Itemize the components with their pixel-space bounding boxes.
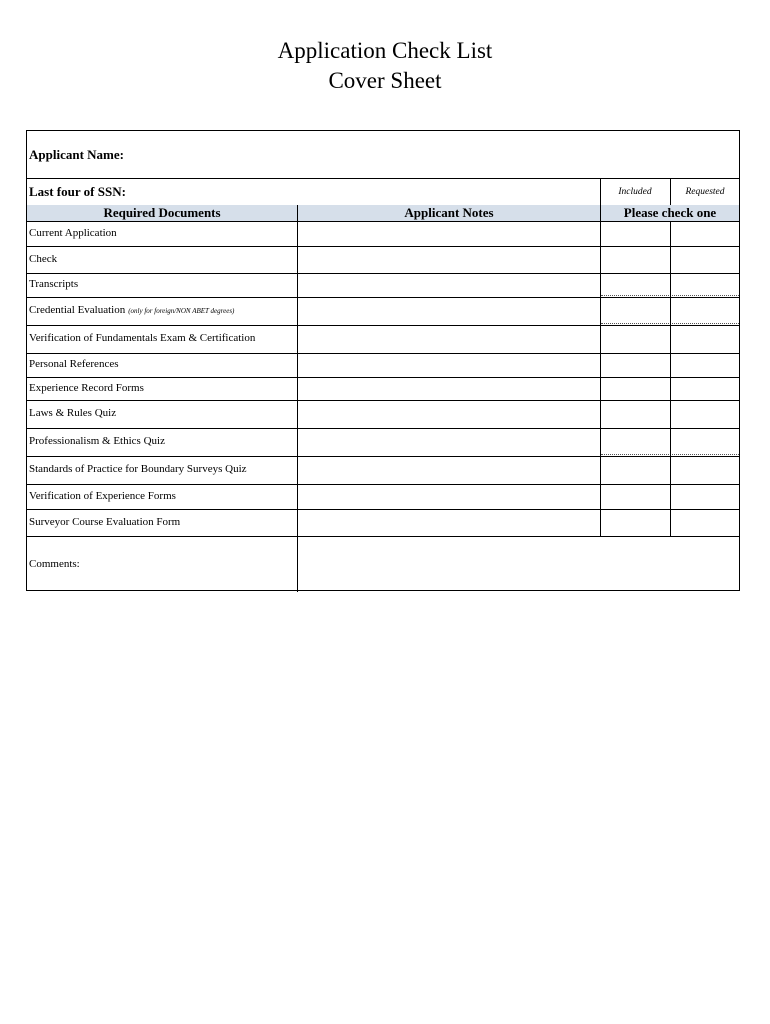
row-divider bbox=[27, 428, 739, 429]
included-checkbox[interactable] bbox=[601, 484, 670, 509]
applicant-notes-cell[interactable] bbox=[298, 400, 600, 428]
required-documents-header: Required Documents bbox=[27, 205, 297, 221]
requested-checkbox[interactable] bbox=[671, 221, 739, 246]
included-checkbox[interactable] bbox=[601, 400, 670, 428]
document-name: Professionalism & Ethics Quiz bbox=[29, 435, 165, 447]
requested-column-label: Requested bbox=[685, 187, 725, 197]
requested-checkbox[interactable] bbox=[671, 509, 739, 536]
included-checkbox[interactable] bbox=[601, 273, 670, 297]
document-label bbox=[29, 332, 258, 344]
applicant-notes-cell[interactable] bbox=[298, 509, 600, 536]
document-name: Personal References bbox=[29, 358, 119, 370]
included-checkbox[interactable] bbox=[601, 353, 670, 377]
column-divider bbox=[670, 221, 671, 536]
included-checkbox[interactable] bbox=[601, 246, 670, 273]
included-checkbox[interactable] bbox=[601, 428, 670, 456]
page-title bbox=[0, 36, 770, 96]
document-name: Laws & Rules Quiz bbox=[29, 407, 117, 419]
row-divider bbox=[27, 325, 739, 326]
table-row bbox=[27, 221, 739, 246]
requested-checkbox[interactable] bbox=[671, 325, 739, 353]
document-note: (only for foreign/NON ABET degrees) bbox=[128, 307, 235, 315]
document-label bbox=[29, 407, 119, 419]
table-row bbox=[27, 377, 739, 400]
table-row bbox=[27, 456, 739, 484]
included-checkbox[interactable] bbox=[601, 377, 670, 400]
applicant-notes-cell[interactable] bbox=[298, 428, 600, 456]
document-label bbox=[29, 382, 147, 394]
row-divider bbox=[27, 536, 739, 537]
document-name: Transcripts bbox=[29, 278, 79, 290]
document-name: Experience Record Forms bbox=[29, 381, 144, 394]
included-column-label: Included bbox=[618, 187, 652, 197]
requested-checkbox[interactable] bbox=[671, 428, 739, 456]
document-label bbox=[29, 304, 234, 316]
document-label bbox=[29, 435, 168, 447]
included-checkbox[interactable] bbox=[601, 221, 670, 246]
applicant-notes-cell[interactable] bbox=[298, 325, 600, 353]
applicant-name-label: Applicant Name: bbox=[29, 147, 124, 162]
column-divider bbox=[670, 178, 671, 205]
document-name: Standards of Practice for Boundary Surveys Quiz bbox=[29, 463, 247, 475]
table-row bbox=[27, 353, 739, 377]
table-row bbox=[27, 400, 739, 428]
document-label bbox=[29, 227, 120, 239]
applicant-notes-cell[interactable] bbox=[298, 377, 600, 400]
table-row bbox=[27, 246, 739, 273]
document-name: Verification of Fundamentals Exam & Certification bbox=[29, 332, 256, 344]
comments-label: Comments: bbox=[29, 558, 80, 570]
row-divider bbox=[27, 509, 739, 510]
applicant-notes-header: Applicant Notes bbox=[298, 205, 600, 221]
document-name: Verification of Experience Forms bbox=[29, 489, 176, 502]
applicant-notes-cell[interactable] bbox=[298, 456, 600, 484]
requested-checkbox[interactable] bbox=[671, 297, 739, 325]
document-label bbox=[29, 358, 122, 370]
applicant-notes-cell[interactable] bbox=[298, 484, 600, 509]
ssn-label: Last four of SSN: bbox=[29, 184, 126, 199]
applicant-notes-cell[interactable] bbox=[298, 297, 600, 325]
requested-checkbox[interactable] bbox=[671, 377, 739, 400]
row-divider bbox=[27, 273, 739, 274]
comments-field[interactable] bbox=[299, 537, 739, 591]
requested-checkbox[interactable] bbox=[671, 353, 739, 377]
included-checkbox[interactable] bbox=[601, 456, 670, 484]
checklist-form bbox=[26, 130, 740, 591]
document-label bbox=[29, 278, 81, 290]
row-divider bbox=[27, 456, 739, 457]
requested-checkbox[interactable] bbox=[671, 456, 739, 484]
document-label bbox=[29, 463, 250, 475]
title-line-1: Application Check List bbox=[277, 38, 493, 63]
row-divider bbox=[27, 246, 739, 247]
document-label bbox=[29, 516, 183, 528]
row-divider bbox=[27, 297, 739, 298]
table-row bbox=[27, 297, 739, 325]
table-row bbox=[27, 273, 739, 297]
applicant-notes-cell[interactable] bbox=[298, 221, 600, 246]
requested-checkbox[interactable] bbox=[671, 400, 739, 428]
document-label bbox=[29, 253, 60, 265]
requested-checkbox[interactable] bbox=[671, 246, 739, 273]
table-row bbox=[27, 509, 739, 536]
row-divider bbox=[27, 377, 739, 378]
document-name: Surveyor Course Evaluation Form bbox=[29, 515, 181, 528]
document-name: Credential Evaluation bbox=[29, 304, 126, 316]
applicant-notes-cell[interactable] bbox=[298, 273, 600, 297]
included-checkbox[interactable] bbox=[601, 325, 670, 353]
document-label bbox=[29, 490, 179, 502]
row-divider bbox=[27, 400, 739, 401]
ssn-field[interactable] bbox=[137, 180, 597, 202]
title-line-2: Cover Sheet bbox=[328, 68, 442, 93]
row-divider bbox=[27, 353, 739, 354]
document-name: Current Application bbox=[29, 226, 117, 239]
applicant-notes-cell[interactable] bbox=[298, 353, 600, 377]
applicant-name-field[interactable] bbox=[137, 141, 737, 169]
table-row bbox=[27, 325, 739, 353]
please-check-one-header: Please check one bbox=[601, 205, 739, 221]
column-divider bbox=[600, 178, 601, 536]
requested-checkbox[interactable] bbox=[671, 273, 739, 297]
included-checkbox[interactable] bbox=[601, 297, 670, 325]
row-divider bbox=[27, 484, 739, 485]
table-row bbox=[27, 484, 739, 509]
document-name: Check bbox=[29, 252, 58, 265]
requested-checkbox[interactable] bbox=[671, 484, 739, 509]
included-checkbox[interactable] bbox=[601, 509, 670, 536]
table-row bbox=[27, 428, 739, 456]
applicant-notes-cell[interactable] bbox=[298, 246, 600, 273]
column-divider bbox=[297, 205, 298, 592]
